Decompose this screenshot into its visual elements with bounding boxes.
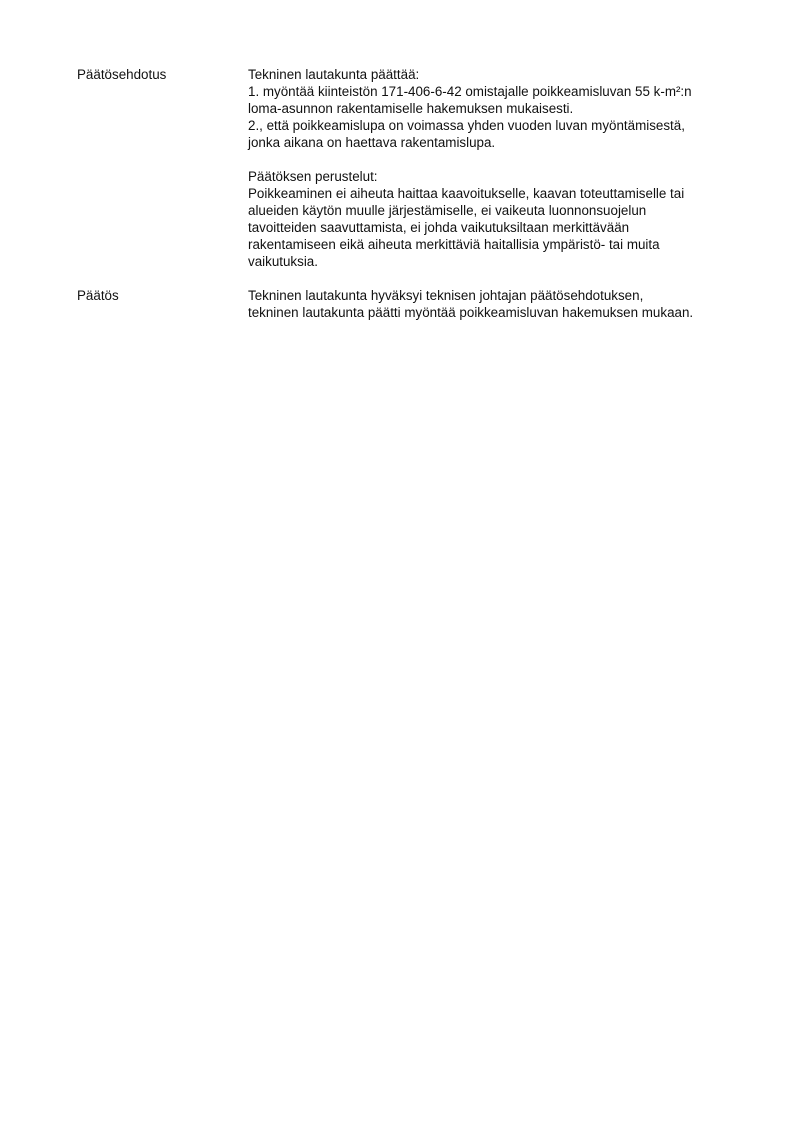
text-line: Poikkeaminen ei aiheuta haittaa kaavoitukselle, kaavan toteuttamiselle tai xyxy=(248,186,685,201)
text-line: tekninen lautakunta päätti myöntää poikkeamisluvan hakemuksen mukaan. xyxy=(248,305,694,320)
paragraph-decision xyxy=(248,287,757,321)
text-line: jonka aikana on haettava rakentamislupa. xyxy=(248,135,496,150)
text-line: vaikutuksia. xyxy=(248,254,318,269)
text-line: Tekninen lautakunta päättää: xyxy=(248,67,420,82)
section-content-paatos xyxy=(248,287,757,321)
document-page xyxy=(77,66,757,321)
text-line: Tekninen lautakunta hyväksyi teknisen johtajan päätösehdotuksen, xyxy=(248,288,644,303)
paragraph-decision-proposal xyxy=(248,66,757,151)
text-line: 1. myöntää kiinteistön 171-406-6-42 omistajalle poikkeamisluvan 55 k-m²:n xyxy=(248,84,692,99)
section-label-paatos: Päätös xyxy=(77,288,119,303)
paragraph-decision-grounds xyxy=(248,168,757,270)
text-line: loma-asunnon rakentamiselle hakemuksen mukaisesti. xyxy=(248,101,574,116)
section-label-paatosehdotus: Päätösehdotus xyxy=(77,67,167,82)
section-paatos xyxy=(77,287,757,321)
text-line: 2., että poikkeamislupa on voimassa yhden vuoden luvan myöntämisestä, xyxy=(248,118,685,133)
text-line: tavoitteiden saavuttamista, ei johda vaikutuksiltaan merkittävään xyxy=(248,220,630,235)
section-paatosehdotus xyxy=(77,66,757,270)
text-line: Päätöksen perustelut: xyxy=(248,169,378,184)
section-content-paatosehdotus xyxy=(248,66,757,270)
text-line: rakentamiseen eikä aiheuta merkittäviä haitallisia ympäristö- tai muita xyxy=(248,237,660,252)
text-line: alueiden käytön muulle järjestämiselle, ei vaikeuta luonnonsuojelun xyxy=(248,203,647,218)
